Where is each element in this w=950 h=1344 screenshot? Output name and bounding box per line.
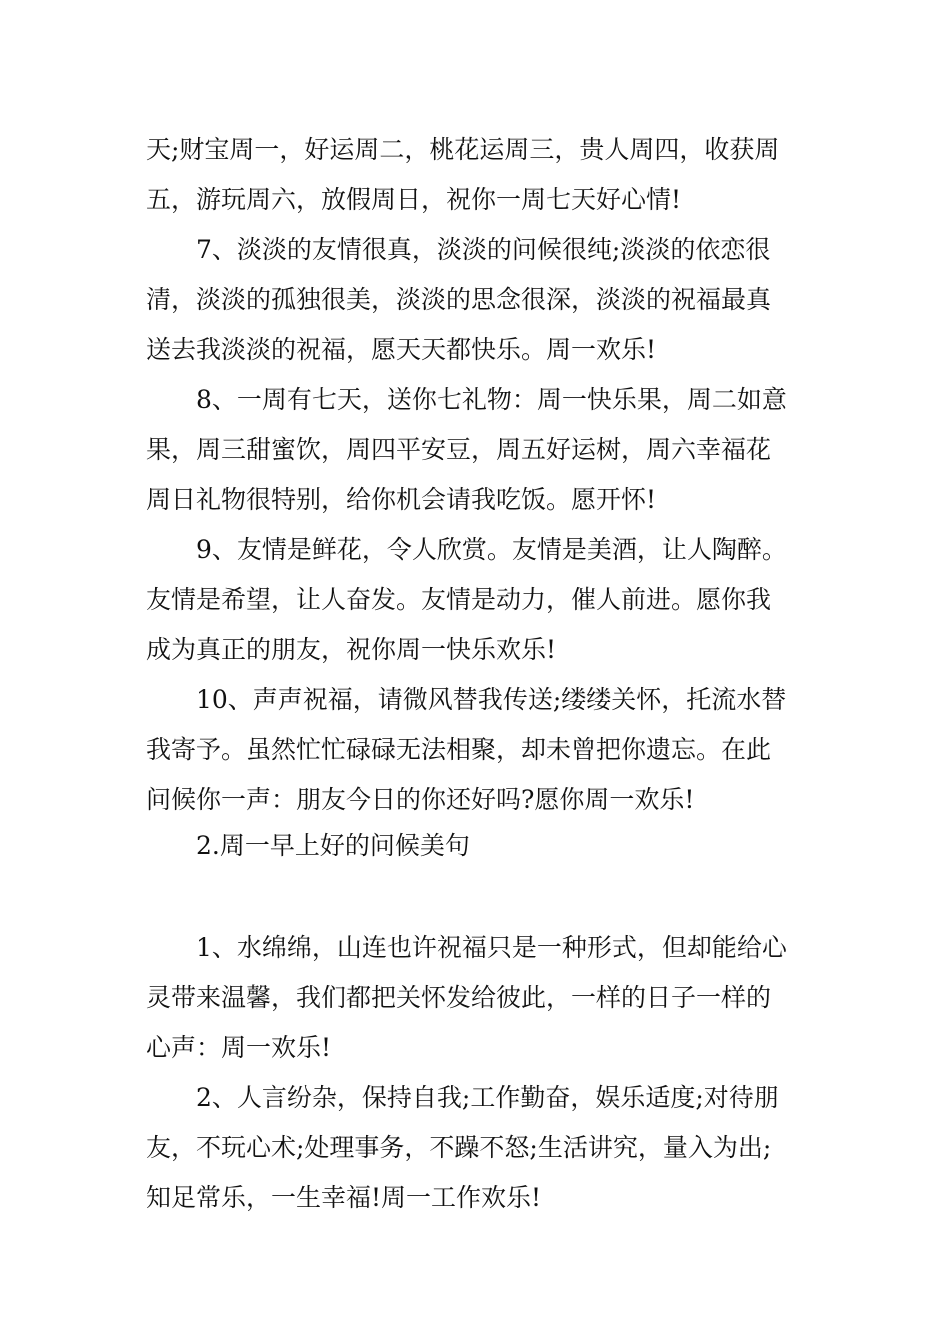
text-line: 问候你一声：朋友今日的你还好吗?愿你周一欢乐! (146, 785, 695, 814)
text-line: 我寄予。虽然忙忙碌碌无法相聚，却未曾把你遗忘。在此 (146, 735, 772, 764)
text-line: 10、声声祝福，请微风替我传送;缕缕关怀，托流水替 (196, 685, 787, 714)
text-line: 五，游玩周六，放假周日，祝你一周七天好心情! (146, 185, 682, 214)
text-line: 送去我淡淡的祝福，愿天天都快乐。周一欢乐! (146, 335, 657, 364)
text-line: 周日礼物很特别，给你机会请我吃饭。愿开怀! (146, 485, 657, 514)
text-line: 1、水绵绵，山连也许祝福只是一种形式，但却能给心 (196, 933, 787, 962)
text-line: 天;财宝周一，好运周二，桃花运周三，贵人周四，收获周 (146, 135, 780, 164)
text-line: 灵带来温馨，我们都把关怀发给彼此，一样的日子一样的 (146, 983, 772, 1012)
text-line: 友情是希望，让人奋发。友情是动力，催人前进。愿你我 (146, 585, 772, 614)
text-line: 2、人言纷杂，保持自我;工作勤奋，娱乐适度;对待朋 (196, 1083, 779, 1112)
text-line: 果，周三甜蜜饮，周四平安豆，周五好运树，周六幸福花 (146, 435, 772, 464)
text-line: 知足常乐，一生幸福!周一工作欢乐! (146, 1183, 542, 1212)
section-heading: 2.周一早上好的问候美句 (196, 831, 470, 860)
text-line: 心声：周一欢乐! (146, 1033, 332, 1062)
text-line: 8、一周有七天，送你七礼物：周一快乐果，周二如意 (196, 385, 787, 414)
text-line: 清，淡淡的孤独很美，淡淡的思念很深，淡淡的祝福最真 (146, 285, 772, 314)
text-line: 7、淡淡的友情很真，淡淡的问候很纯;淡淡的依恋很 (196, 235, 771, 264)
text-line: 成为真正的朋友，祝你周一快乐欢乐! (146, 635, 557, 664)
text-line: 友，不玩心术;处理事务，不躁不怒;生活讲究，量入为出; (146, 1133, 772, 1162)
text-line: 9、友情是鲜花，令人欣赏。友情是美酒，让人陶醉。 (196, 535, 787, 564)
